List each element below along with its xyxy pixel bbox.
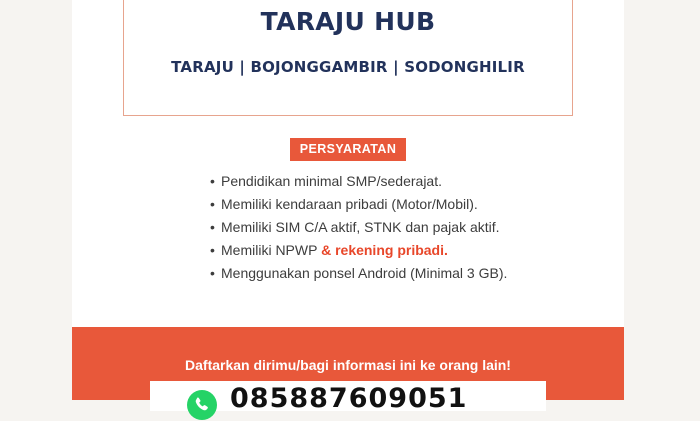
hub-header-box [123, 0, 573, 116]
phone-number[interactable]: 085887609051 [230, 383, 468, 414]
requirement-text: Pendidikan minimal SMP/sederajat. [221, 173, 442, 189]
requirements-list [210, 170, 507, 285]
whatsapp-icon [186, 389, 218, 421]
requirements-badge: PERSYARATAN [290, 138, 406, 161]
bullet-icon: • [210, 173, 215, 189]
requirement-item [210, 262, 507, 285]
requirement-text: Menggunakan ponsel Android (Minimal 3 GB). [221, 265, 508, 281]
bullet-icon: • [210, 196, 215, 212]
requirement-highlight: & rekening pribadi. [321, 242, 448, 258]
requirement-item [210, 193, 507, 216]
signup-cta: Daftarkan dirimu/bagi informasi ini ke orang lain! [185, 357, 511, 373]
hub-areas: TARAJU | BOJONGGAMBIR | SODONGHILIR [171, 58, 525, 76]
bullet-icon: • [210, 219, 215, 235]
requirement-text: Memiliki NPWP [221, 242, 322, 258]
requirement-item [210, 170, 507, 193]
hub-title: TARAJU HUB [260, 7, 436, 36]
bullet-icon: • [210, 265, 215, 281]
phone-contact-box[interactable] [150, 381, 546, 414]
requirement-item [210, 216, 507, 239]
signup-footer [72, 327, 624, 414]
requirement-text: Memiliki kendaraan pribadi (Motor/Mobil). [221, 196, 478, 212]
requirement-text: Memiliki SIM C/A aktif, STNK dan pajak aktif. [221, 219, 500, 235]
job-poster-card [72, 0, 624, 414]
bullet-icon: • [210, 242, 215, 258]
requirement-item [210, 239, 507, 262]
